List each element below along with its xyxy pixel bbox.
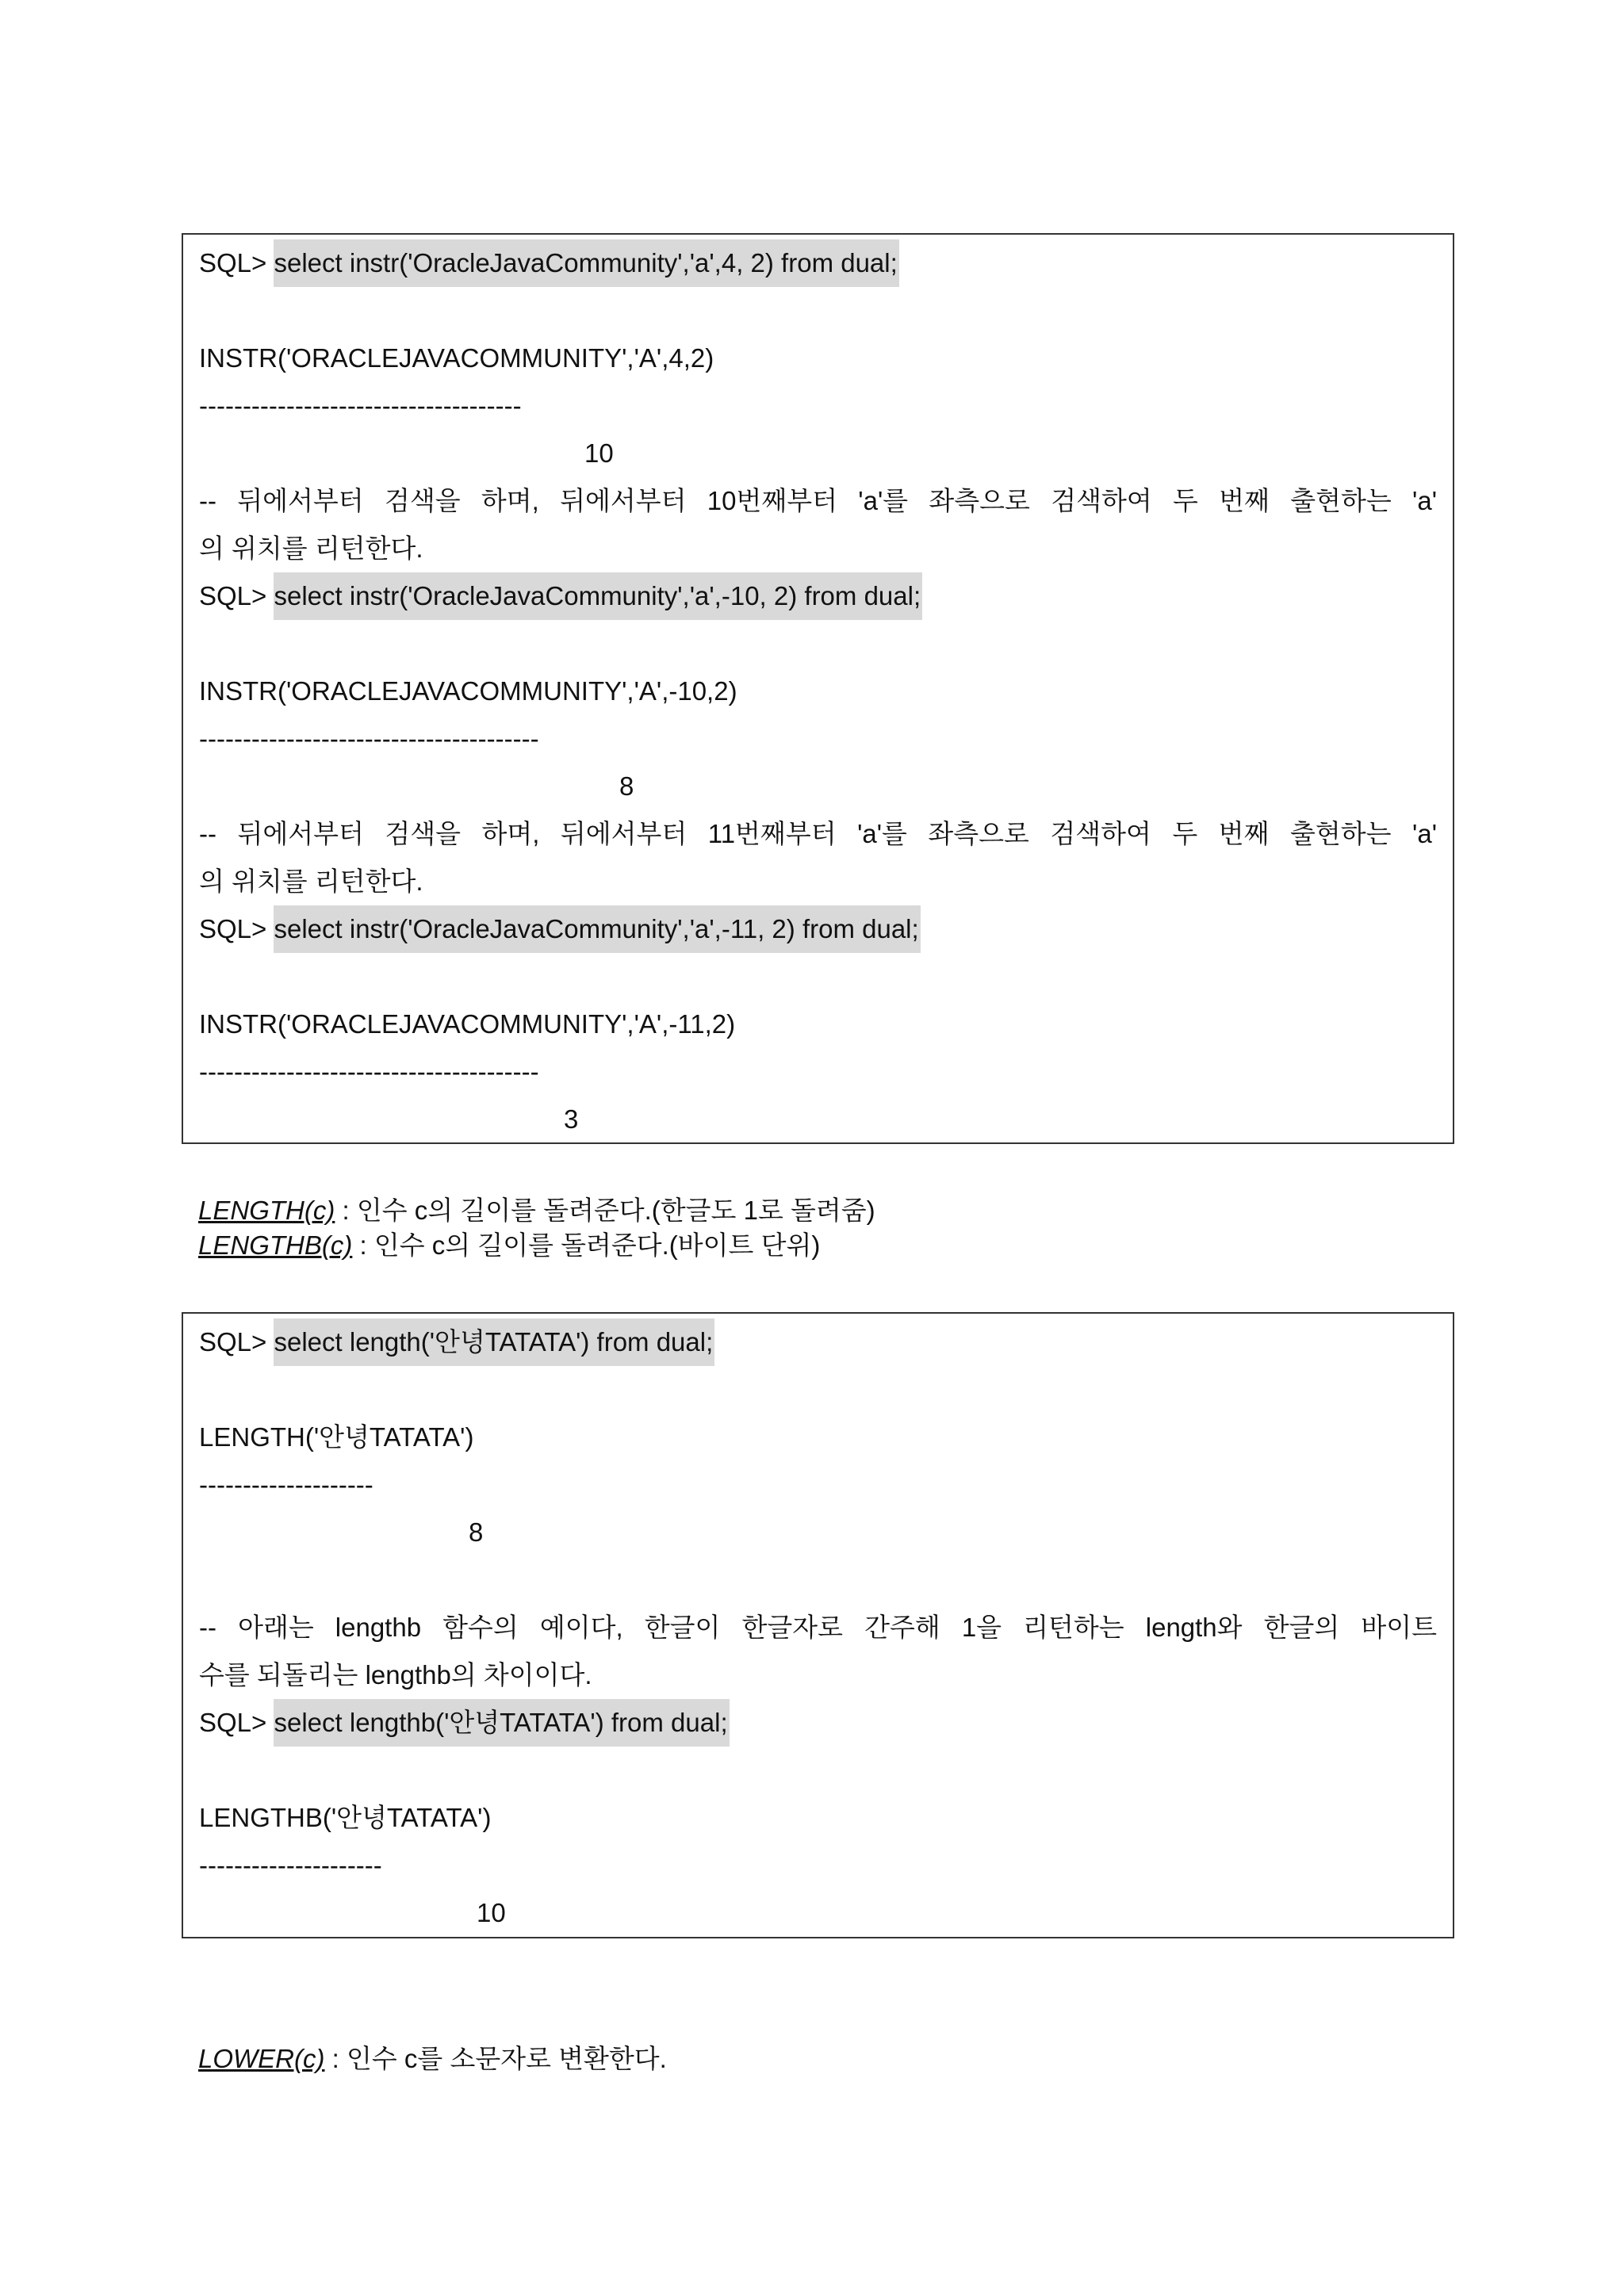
result-header: LENGTHB('안녕TATATA') (199, 1803, 492, 1832)
result-separator: --------------------------------------- (199, 724, 539, 753)
sql-statement: select length('안녕TATATA') from dual; (274, 1318, 714, 1366)
sql-command (199, 1699, 1437, 1747)
blank-line (199, 1556, 1437, 1604)
comment-line: -- 아래는 lengthb 함수의 예이다, 한글이 한글자로 간주해 1을 리턴하는 length와 한글의 바이트 (199, 1613, 1437, 1642)
sql-prompt: SQL> (199, 248, 274, 277)
sql-command (199, 1318, 1437, 1366)
result-header: LENGTH('안녕TATATA') (199, 1422, 474, 1452)
comment-line: 의 위치를 리턴한다. (199, 867, 423, 896)
sql-command (199, 239, 1437, 287)
sql-statement: select instr('OracleJavaCommunity','a',-10, 2) from dual; (274, 572, 922, 620)
lower-definition (198, 2042, 667, 2076)
function-description: : 인수 c의 길이를 돌려준다.(한글도 1로 돌려줌) (335, 1196, 875, 1225)
comment-line: 수를 되돌리는 lengthb의 차이이다. (199, 1660, 592, 1689)
result-value (199, 763, 1437, 810)
result-separator: --------------------------------------- (199, 1057, 539, 1086)
result-number: 3 (564, 1104, 579, 1134)
sql-statement: select instr('OracleJavaCommunity','a',-11, 2) from dual; (274, 905, 920, 953)
function-description: : 인수 c의 길이를 돌려준다.(바이트 단위) (352, 1230, 821, 1260)
sql-prompt: SQL> (199, 1708, 274, 1737)
sql-prompt: SQL> (199, 914, 274, 943)
comment-line: 의 위치를 리턴한다. (199, 534, 423, 563)
comment-line: -- 뒤에서부터 검색을 하며, 뒤에서부터 11번째부터 'a'를 좌측으로 검색하여 두 번째 출현하는 'a' (199, 819, 1437, 848)
result-header: INSTR('ORACLEJAVACOMMUNITY','A',4,2) (199, 343, 714, 373)
sql-prompt: SQL> (199, 581, 274, 610)
sql-example-box-instr (182, 233, 1454, 1144)
result-header: INSTR('ORACLEJAVACOMMUNITY','A',-10,2) (199, 676, 737, 706)
sql-command (199, 905, 1437, 953)
blank-line (199, 1747, 1437, 1794)
result-value (199, 430, 1437, 477)
length-definition (198, 1193, 875, 1228)
function-name: LENGTHB(c) (198, 1230, 353, 1260)
function-description: : 인수 c를 소문자로 변환한다. (324, 2044, 667, 2073)
sql-command (199, 572, 1437, 620)
blank-line (199, 287, 1437, 335)
sql-prompt: SQL> (199, 1327, 274, 1357)
result-separator: --------------------- (199, 1850, 382, 1880)
result-separator: ------------------------------------- (199, 391, 522, 420)
sql-statement: select instr('OracleJavaCommunity','a',4, 2) from dual; (274, 239, 898, 287)
result-number: 10 (477, 1898, 506, 1927)
result-value (199, 1889, 1437, 1937)
blank-line (199, 1366, 1437, 1414)
result-number: 8 (469, 1517, 484, 1547)
result-header: INSTR('ORACLEJAVACOMMUNITY','A',-11,2) (199, 1009, 736, 1039)
sql-example-box-length (182, 1312, 1454, 1938)
result-value (199, 1509, 1437, 1556)
result-separator: -------------------- (199, 1470, 373, 1499)
result-value (199, 1096, 1437, 1143)
function-name: LOWER(c) (198, 2044, 325, 2073)
comment-line: -- 뒤에서부터 검색을 하며, 뒤에서부터 10번째부터 'a'를 좌측으로 검색하여 두 번째 출현하는 'a' (199, 486, 1437, 515)
result-number: 8 (619, 771, 634, 801)
sql-statement: select lengthb('안녕TATATA') from dual; (274, 1699, 729, 1747)
blank-line (199, 620, 1437, 668)
function-name: LENGTH(c) (198, 1196, 335, 1225)
lengthb-definition (198, 1228, 820, 1263)
result-number: 10 (584, 438, 614, 468)
blank-line (199, 953, 1437, 1001)
